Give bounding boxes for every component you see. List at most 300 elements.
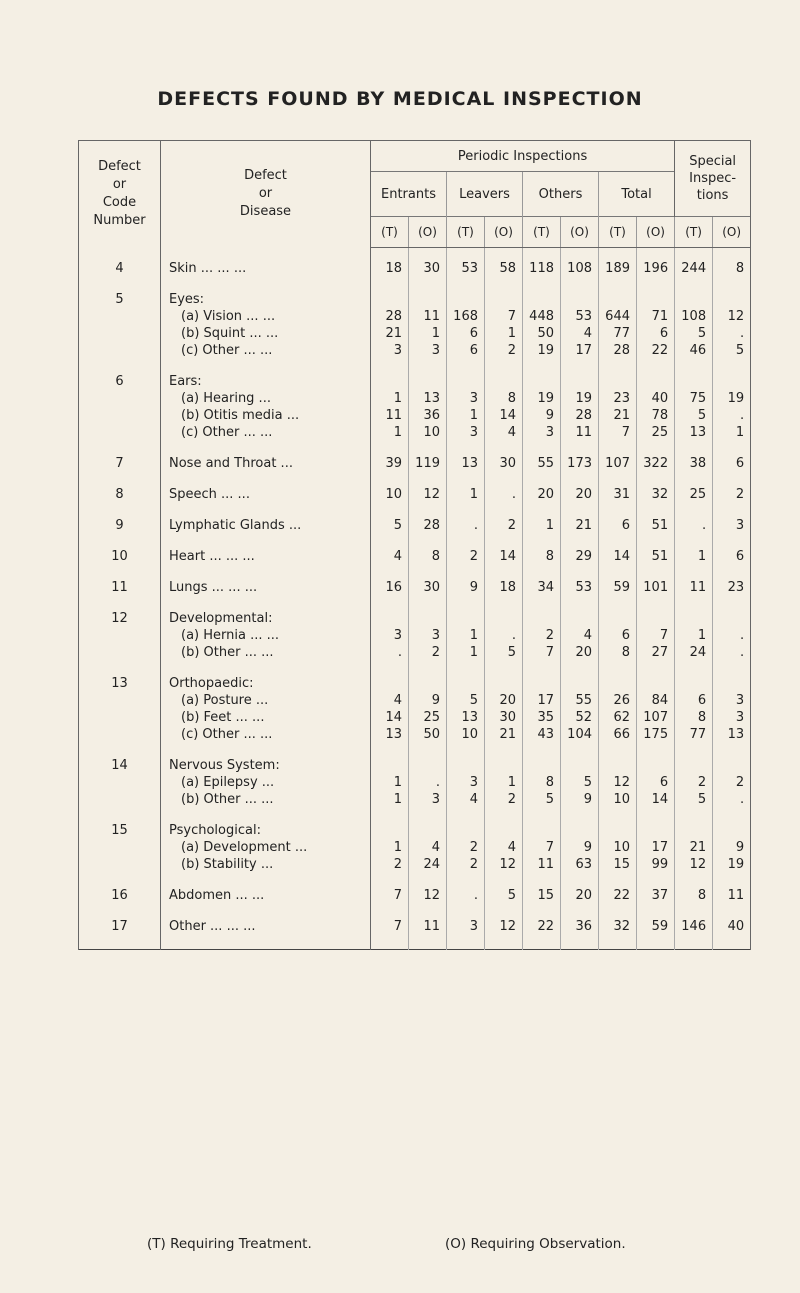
value-cell (637, 675, 675, 692)
value-cell: 10 (599, 839, 637, 856)
defect-label: (a) Posture ... (161, 692, 371, 709)
value-cell: 8 (523, 774, 561, 791)
value-cell (599, 291, 637, 308)
value-cell (561, 373, 599, 390)
defect-label: Skin ... ... ... (161, 260, 371, 277)
value-cell: 55 (561, 692, 599, 709)
value-cell: 2 (713, 486, 751, 503)
value-cell: 101 (637, 579, 675, 596)
value-cell (599, 373, 637, 390)
value-cell: 6 (599, 627, 637, 644)
value-cell: 8 (523, 548, 561, 565)
value-cell: 644 (599, 308, 637, 325)
table-row (79, 627, 751, 644)
header-entrants: Entrants (371, 172, 447, 217)
value-cell: 19 (561, 390, 599, 407)
value-cell: 13 (675, 424, 713, 441)
value-cell (523, 822, 561, 839)
value-cell: 53 (447, 260, 485, 277)
table-row (79, 455, 751, 472)
defect-label: (b) Feet ... ... (161, 709, 371, 726)
value-cell: . (371, 644, 409, 661)
table-row (79, 757, 751, 774)
value-cell (447, 822, 485, 839)
value-cell: 3 (713, 692, 751, 709)
defect-code (79, 692, 161, 709)
defect-code (79, 390, 161, 407)
value-cell: 24 (409, 856, 447, 873)
value-cell: 34 (523, 579, 561, 596)
value-cell (599, 757, 637, 774)
value-cell: . (713, 407, 751, 424)
value-cell: 32 (599, 918, 637, 935)
defect-label: Other ... ... ... (161, 918, 371, 935)
value-cell: 1 (523, 517, 561, 534)
value-cell: 31 (599, 486, 637, 503)
defect-label: (b) Otitis media ... (161, 407, 371, 424)
defect-code (79, 325, 161, 342)
defect-label: (a) Vision ... ... (161, 308, 371, 325)
spacer-row (79, 472, 751, 486)
value-cell: 18 (371, 260, 409, 277)
value-cell: 13 (371, 726, 409, 743)
value-cell: 14 (485, 407, 523, 424)
table-row (79, 390, 751, 407)
value-cell (637, 291, 675, 308)
value-cell: 40 (713, 918, 751, 935)
header-total: Total (599, 172, 675, 217)
value-cell (713, 610, 751, 627)
table-row (79, 887, 751, 904)
value-cell: 13 (447, 709, 485, 726)
value-cell (447, 373, 485, 390)
value-cell: 5 (485, 887, 523, 904)
value-cell: 5 (675, 407, 713, 424)
defect-label: Lungs ... ... ... (161, 579, 371, 596)
value-cell: 3 (523, 424, 561, 441)
value-cell (713, 291, 751, 308)
defect-label: Psychological: (161, 822, 371, 839)
value-cell: 11 (713, 887, 751, 904)
value-cell: 6 (713, 455, 751, 472)
value-cell: 1 (371, 390, 409, 407)
table-row (79, 579, 751, 596)
value-cell: 168 (447, 308, 485, 325)
value-cell: 28 (599, 342, 637, 359)
value-cell: 9 (561, 839, 599, 856)
defect-code (79, 856, 161, 873)
defect-code (79, 774, 161, 791)
defects-table (78, 140, 751, 950)
value-cell: 29 (561, 548, 599, 565)
defect-label: Orthopaedic: (161, 675, 371, 692)
value-cell: 40 (637, 390, 675, 407)
value-cell: 3 (713, 709, 751, 726)
value-cell: 36 (409, 407, 447, 424)
value-cell: 3 (409, 627, 447, 644)
spacer-row (79, 873, 751, 887)
value-cell: 51 (637, 548, 675, 565)
value-cell: 9 (713, 839, 751, 856)
value-cell (409, 291, 447, 308)
value-cell: 37 (637, 887, 675, 904)
value-cell (523, 757, 561, 774)
spacer-row (79, 248, 751, 261)
value-cell (409, 822, 447, 839)
defect-label: (b) Other ... ... (161, 791, 371, 808)
value-cell: 2 (675, 774, 713, 791)
value-cell: 55 (523, 455, 561, 472)
value-cell: 5 (675, 325, 713, 342)
value-cell: 30 (409, 579, 447, 596)
value-cell: 196 (637, 260, 675, 277)
value-cell: 7 (485, 308, 523, 325)
value-cell: 3 (447, 424, 485, 441)
value-cell: . (409, 774, 447, 791)
value-cell: 146 (675, 918, 713, 935)
value-cell (523, 610, 561, 627)
value-cell: 11 (561, 424, 599, 441)
value-cell: 9 (561, 791, 599, 808)
defect-code: 4 (79, 260, 161, 277)
value-cell: 22 (523, 918, 561, 935)
value-cell (561, 822, 599, 839)
value-cell (371, 291, 409, 308)
value-cell: 5 (485, 644, 523, 661)
defect-label: (b) Stability ... (161, 856, 371, 873)
value-cell: 21 (371, 325, 409, 342)
value-cell: 7 (371, 918, 409, 935)
value-cell: 77 (675, 726, 713, 743)
value-cell: 99 (637, 856, 675, 873)
value-cell: 12 (485, 918, 523, 935)
defect-label: Developmental: (161, 610, 371, 627)
value-cell: 21 (561, 517, 599, 534)
value-cell: 448 (523, 308, 561, 325)
value-cell: 14 (371, 709, 409, 726)
value-cell: 14 (637, 791, 675, 808)
value-cell (485, 373, 523, 390)
value-cell: 9 (523, 407, 561, 424)
spacer-row (79, 743, 751, 757)
value-cell (523, 373, 561, 390)
value-cell: 11 (409, 308, 447, 325)
spacer-row (79, 661, 751, 675)
value-cell: 2 (447, 856, 485, 873)
table-row (79, 325, 751, 342)
value-cell: 3 (371, 627, 409, 644)
value-cell: 4 (371, 548, 409, 565)
value-cell: 7 (637, 627, 675, 644)
value-cell: 78 (637, 407, 675, 424)
value-cell: 7 (523, 839, 561, 856)
value-cell: 19 (713, 390, 751, 407)
value-cell (599, 610, 637, 627)
header-special: Special Inspec- tions (675, 141, 751, 217)
defect-code (79, 709, 161, 726)
value-cell: 53 (561, 308, 599, 325)
value-cell: 3 (409, 342, 447, 359)
value-cell: 27 (637, 644, 675, 661)
value-cell: 7 (371, 887, 409, 904)
value-cell: 2 (409, 644, 447, 661)
value-cell: 50 (409, 726, 447, 743)
value-cell: 1 (447, 627, 485, 644)
defect-code: 11 (79, 579, 161, 596)
value-cell (409, 675, 447, 692)
value-cell: 2 (371, 856, 409, 873)
defect-label: (c) Other ... ... (161, 424, 371, 441)
table-row (79, 373, 751, 390)
value-cell: 11 (523, 856, 561, 873)
value-cell: 1 (447, 486, 485, 503)
value-cell: 21 (485, 726, 523, 743)
defect-code (79, 342, 161, 359)
subheader-treatment: (T) (523, 217, 561, 248)
value-cell: 10 (409, 424, 447, 441)
table-row (79, 856, 751, 873)
value-cell: 15 (523, 887, 561, 904)
value-cell: 14 (485, 548, 523, 565)
value-cell: 12 (675, 856, 713, 873)
value-cell (561, 610, 599, 627)
defect-code: 9 (79, 517, 161, 534)
value-cell: 1 (371, 791, 409, 808)
value-cell (485, 610, 523, 627)
table-row (79, 774, 751, 791)
value-cell: 244 (675, 260, 713, 277)
value-cell: 1 (409, 325, 447, 342)
value-cell (409, 610, 447, 627)
value-cell: 28 (409, 517, 447, 534)
table-row (79, 407, 751, 424)
value-cell: 3 (447, 774, 485, 791)
defect-label: (a) Epilepsy ... (161, 774, 371, 791)
value-cell: 4 (561, 627, 599, 644)
header-periodic: Periodic Inspections (457, 148, 588, 164)
defect-label: Ears: (161, 373, 371, 390)
value-cell: 8 (409, 548, 447, 565)
value-cell: 8 (675, 709, 713, 726)
spacer-row (79, 935, 751, 950)
value-cell: 8 (485, 390, 523, 407)
value-cell: 13 (447, 455, 485, 472)
value-cell: 21 (599, 407, 637, 424)
subheader-treatment: (T) (371, 217, 409, 248)
value-cell: 43 (523, 726, 561, 743)
value-cell: 4 (485, 424, 523, 441)
value-cell (637, 822, 675, 839)
defect-label: (b) Other ... ... (161, 644, 371, 661)
value-cell (447, 291, 485, 308)
table-row (79, 675, 751, 692)
spacer-row (79, 596, 751, 610)
value-cell: . (675, 517, 713, 534)
value-cell (371, 757, 409, 774)
value-cell: 13 (409, 390, 447, 407)
value-cell (561, 291, 599, 308)
spacer-row (79, 534, 751, 548)
defect-label: Heart ... ... ... (161, 548, 371, 565)
value-cell (371, 822, 409, 839)
value-cell: 108 (561, 260, 599, 277)
value-cell: 16 (371, 579, 409, 596)
value-cell: 4 (447, 791, 485, 808)
value-cell: 1 (371, 424, 409, 441)
spacer-row (79, 359, 751, 373)
table-row (79, 424, 751, 441)
subheader-observation: (O) (561, 217, 599, 248)
value-cell: 107 (599, 455, 637, 472)
value-cell: 3 (371, 342, 409, 359)
spacer-row (79, 503, 751, 517)
subheader-observation: (O) (409, 217, 447, 248)
value-cell: 9 (447, 579, 485, 596)
value-cell: 22 (599, 887, 637, 904)
value-cell (409, 373, 447, 390)
value-cell: . (713, 627, 751, 644)
subheader-treatment: (T) (447, 217, 485, 248)
defect-code: 10 (79, 548, 161, 565)
value-cell: 1 (485, 325, 523, 342)
value-cell: 11 (409, 918, 447, 935)
value-cell: 119 (409, 455, 447, 472)
value-cell: 19 (523, 390, 561, 407)
value-cell: 14 (599, 548, 637, 565)
defect-code: 17 (79, 918, 161, 935)
table-row (79, 260, 751, 277)
defect-label: Nervous System: (161, 757, 371, 774)
value-cell: 19 (523, 342, 561, 359)
defect-label: (b) Squint ... ... (161, 325, 371, 342)
value-cell: 108 (675, 308, 713, 325)
defect-label: Nose and Throat ... (161, 455, 371, 472)
table-row (79, 709, 751, 726)
value-cell: 36 (561, 918, 599, 935)
value-cell: 8 (675, 887, 713, 904)
value-cell: 1 (713, 424, 751, 441)
table-row (79, 644, 751, 661)
value-cell: 118 (523, 260, 561, 277)
value-cell: 4 (485, 839, 523, 856)
value-cell: 5 (675, 791, 713, 808)
value-cell: 52 (561, 709, 599, 726)
value-cell: 5 (561, 774, 599, 791)
defect-label: (a) Hearing ... (161, 390, 371, 407)
value-cell (523, 291, 561, 308)
value-cell: 189 (599, 260, 637, 277)
defect-code: 13 (79, 675, 161, 692)
defect-label: (a) Development ... (161, 839, 371, 856)
value-cell: 20 (561, 887, 599, 904)
value-cell: 22 (637, 342, 675, 359)
value-cell: 3 (447, 918, 485, 935)
subheader-observation: (O) (485, 217, 523, 248)
value-cell: 59 (599, 579, 637, 596)
value-cell: 20 (485, 692, 523, 709)
value-cell (637, 373, 675, 390)
header-disease: Defect or Disease (161, 141, 371, 248)
value-cell: 39 (371, 455, 409, 472)
value-cell: 58 (485, 260, 523, 277)
value-cell (675, 291, 713, 308)
value-cell: 11 (675, 579, 713, 596)
defect-code: 8 (79, 486, 161, 503)
defect-label: (a) Hernia ... ... (161, 627, 371, 644)
value-cell (675, 822, 713, 839)
value-cell: 17 (561, 342, 599, 359)
table-row (79, 517, 751, 534)
value-cell: 4 (409, 839, 447, 856)
defect-code (79, 424, 161, 441)
value-cell: 3 (447, 390, 485, 407)
value-cell: 11 (371, 407, 409, 424)
defect-code: 15 (79, 822, 161, 839)
value-cell: 2 (447, 839, 485, 856)
value-cell: 8 (599, 644, 637, 661)
value-cell: 21 (675, 839, 713, 856)
value-cell (485, 822, 523, 839)
value-cell: 12 (409, 486, 447, 503)
value-cell: 13 (713, 726, 751, 743)
spacer-row (79, 277, 751, 291)
value-cell: 4 (371, 692, 409, 709)
table-row (79, 308, 751, 325)
defect-code: 12 (79, 610, 161, 627)
value-cell (561, 675, 599, 692)
defect-code (79, 791, 161, 808)
value-cell (523, 675, 561, 692)
value-cell: 1 (371, 839, 409, 856)
value-cell: 1 (675, 548, 713, 565)
defect-code (79, 644, 161, 661)
value-cell: 18 (485, 579, 523, 596)
value-cell: 107 (637, 709, 675, 726)
value-cell: 1 (371, 774, 409, 791)
value-cell (599, 675, 637, 692)
subheader-treatment: (T) (675, 217, 713, 248)
value-cell: 17 (637, 839, 675, 856)
value-cell (447, 757, 485, 774)
value-cell (447, 675, 485, 692)
value-cell: 6 (599, 517, 637, 534)
value-cell: 19 (713, 856, 751, 873)
value-cell: 322 (637, 455, 675, 472)
page-title: DEFECTS FOUND BY MEDICAL INSPECTION (157, 88, 643, 110)
subheader-observation: (O) (637, 217, 675, 248)
defect-code (79, 726, 161, 743)
value-cell: 38 (675, 455, 713, 472)
value-cell: 1 (447, 644, 485, 661)
value-cell: 9 (409, 692, 447, 709)
defect-code: 7 (79, 455, 161, 472)
value-cell: 66 (599, 726, 637, 743)
defect-label: Lymphatic Glands ... (161, 517, 371, 534)
value-cell: . (713, 644, 751, 661)
value-cell: 53 (561, 579, 599, 596)
value-cell: 30 (485, 709, 523, 726)
spacer-row (79, 808, 751, 822)
value-cell: 10 (447, 726, 485, 743)
defect-code: 16 (79, 887, 161, 904)
value-cell: . (713, 325, 751, 342)
value-cell: 5 (523, 791, 561, 808)
table-row (79, 548, 751, 565)
value-cell: 104 (561, 726, 599, 743)
value-cell: 23 (599, 390, 637, 407)
defect-label: Abdomen ... ... (161, 887, 371, 904)
value-cell: 50 (523, 325, 561, 342)
